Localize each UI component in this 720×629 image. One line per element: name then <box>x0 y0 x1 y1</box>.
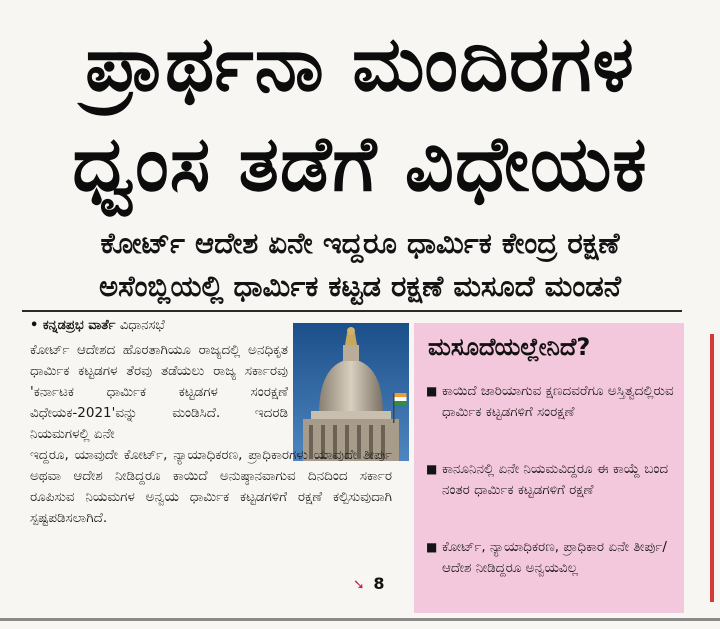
building-dome-icon <box>293 323 409 461</box>
article-body-top: ಕೋರ್ಟ್ ಆದೇಶದ ಹೊರತಾಗಿಯೂ ರಾಜ್ಯದಲ್ಲಿ ಅನಧಿಕೃತ ಧಾರ್ಮಿಕ ಕಟ್ಟಡಗಳ ತೆರವು ತಡೆಯಲು ರಾಜ್ಯ ಸರ್ಕಾರವು 'ಕರ್ನಾಟಕ ಧಾರ್ಮಿಕ ಕಟ್ಟಡಗಳ ಸಂರಕ್ಷಣೆ ವಿಧೇಯಕ-2021'ವನ್ನು ಮಂಡಿಸಿದೆ. ಇದರಡಿ ನಿಯಮಗಳಲ್ಲಿ ಏನೇ <box>30 342 288 442</box>
headline-line-1: ಪ್ರಾರ್ಥನಾ ಮಂದಿರಗಳ <box>85 19 635 108</box>
sidebar-item-text: ಕಾಯಿದೆ ಜಾರಿಯಾಗುವ ಕ್ಷಣದವರೆಗೂ ಅಸ್ತಿತ್ವದಲ್ಲಿರುವ ಧಾರ್ಮಿಕ ಕಟ್ಟಡಗಳಿಗೆ ಸಂರಕ್ಷಣೆ <box>442 383 674 420</box>
article-body-bottom: ಇದ್ದರೂ, ಯಾವುದೇ ಕೋರ್ಟ್, ನ್ಯಾಯಾಧಿಕರಣ, ಪ್ರಾಧಿಕಾರಗಳು ಯಾವುದೇ ತೀರ್ಪು ಅಥವಾ ಆದೇಶ ನೀಡಿದ್ದರೂ ಕಾಯಿದೆ ಅನುಷ್ಠಾನವಾಗುವ ದಿನದಿಂದ ಸರ್ಕಾರ ರೂಪಿಸುವ ನಿಯಮಗಳ ಅನ್ವಯ ಧಾರ್ಮಿಕ ಕಟ್ಟಡಗಳಿಗೆ ರಕ್ಷಣೆ ಕಲ್ಪಿಸುವುದಾಗಿ ಸ್ಪಷ್ಟಪಡಿಸಲಾಗಿದೆ. <box>30 447 392 526</box>
byline <box>30 318 165 333</box>
subheadline-2: ಅಸೆಂಬ್ಲಿಯಲ್ಲಿ ಧಾರ್ಮಿಕ ಕಟ್ಟಡ ರಕ್ಷಣೆ ಮಸೂದೆ ಮಂಡನೆ <box>99 269 621 303</box>
byline-source: • ಕನ್ನಡಪ್ರಭ ವಾರ್ತೆ <box>30 318 116 333</box>
headline <box>22 14 698 214</box>
sidebar-item-text: ಕೋರ್ಟ್, ನ್ಯಾಯಾಧಿಕರಣ, ಪ್ರಾಧಿಕಾರ ಏನೇ ತೀರ್ಪು/ಆದೇಶ ನೀಡಿದ್ದರೂ ಅನ್ವಯವಿಲ್ಲ <box>442 539 667 576</box>
continued-page: 8 <box>373 574 385 593</box>
divider-rule <box>22 310 682 312</box>
sidebar-item <box>426 537 674 579</box>
sidebar-item <box>426 459 674 501</box>
byline-place: ವಿಧಾನಸಭೆ <box>119 318 165 333</box>
sidebar-item <box>426 381 674 423</box>
subheadline-1: ಕೋರ್ಟ್ ಆದೇಶ ಏನೇ ಇದ್ದರೂ ಧಾರ್ಮಿಕ ಕೇಂದ್ರ ರಕ್ಷಣೆ <box>100 226 620 260</box>
headline-line-2: ಧ್ವಂಸ ತಡೆಗೆ ವಿಧೇಯಕ <box>72 119 648 208</box>
sidebar-title: ಮಸೂದೆಯಲ್ಲೇನಿದೆ? <box>428 333 591 361</box>
sidebar-box <box>414 323 684 613</box>
continued-marker <box>353 574 384 593</box>
square-bullet-icon: ■ <box>426 384 438 398</box>
square-bullet-icon: ■ <box>426 540 438 554</box>
vidhana-soudha-photo <box>293 323 409 461</box>
arrow-icon: ➘ <box>353 577 365 593</box>
bottom-rule <box>0 618 720 621</box>
sidebar-item-text: ಕಾನೂನಿನಲ್ಲಿ ಏನೇ ನಿಯಮವಿದ್ದರೂ ಈ ಕಾಯ್ದೆ ಬಂದ ನಂತರ ಧಾರ್ಮಿಕ ಕಟ್ಟಡಗಳಿಗೆ ರಕ್ಷಣೆ <box>442 461 669 498</box>
square-bullet-icon: ■ <box>426 462 438 476</box>
adjacent-column-edge <box>710 334 714 602</box>
